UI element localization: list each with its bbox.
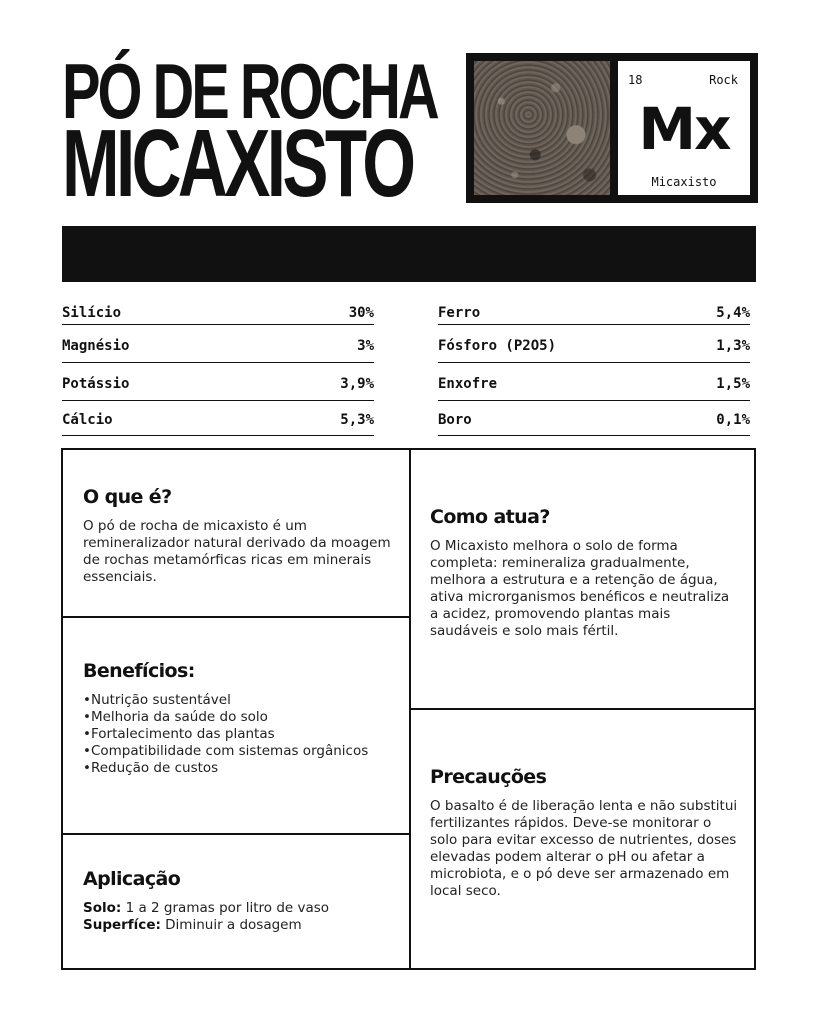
surface-text: Diminuir a dosagem: [160, 917, 302, 933]
element-card: [618, 61, 750, 195]
precautions-text: O basalto é de liberação lenta e não substitui fertilizantes rápidos. Deve-se monitorar o solo para evitar excesso de nutrientes, doses elevadas podem alterar o pH ou afetar a microbiota, e o pó deve ser armazenado em local seco.: [430, 798, 738, 899]
composition-row: [438, 325, 750, 363]
precautions-panel: [430, 766, 740, 900]
composition-row: [438, 401, 750, 436]
list-item: • Redução de custos: [83, 760, 395, 777]
how-it-works-panel: [430, 506, 740, 640]
what-is-text: O pó de rocha de micaxisto é um remineralizador natural derivado da moagem de rochas metamórficas ricas em minerais essenciais.: [83, 518, 391, 585]
mineral-label: Potássio: [62, 375, 130, 392]
how-it-works-title: Como atua?: [430, 506, 550, 528]
info-grid: [61, 448, 756, 970]
benefits-list: [83, 692, 395, 777]
application-surface: [83, 917, 395, 934]
list-item: • Melhoria da saúde do solo: [83, 709, 395, 726]
title-line-2: MICAXISTO: [62, 110, 413, 217]
how-it-works-text: O Micaxisto melhora o solo de forma completa: remineraliza gradualmente, melhora a estrutura e a retenção de água, ativa microrganismos benéficos e neutraliza a acidez, promovendo plantas mais saudáveis e solo mais fértil.: [430, 538, 730, 639]
mineral-label: Ferro: [438, 305, 481, 321]
mineral-value: 5,4%: [716, 305, 750, 321]
soil-photo: [474, 61, 610, 195]
list-item: • Nutrição sustentável: [83, 692, 395, 709]
benefits-panel: [83, 660, 395, 777]
element-name: Micaxisto: [651, 175, 717, 189]
element-number: 18: [628, 73, 643, 87]
element-category: Rock: [709, 73, 738, 87]
mineral-label: Fósforo (P2O5): [438, 337, 557, 354]
mineral-value: 1,3%: [716, 337, 750, 354]
composition-row: [438, 363, 750, 401]
mineral-label: Silício: [62, 305, 122, 321]
composition-row: [62, 298, 374, 325]
mineral-label: Magnésio: [62, 337, 130, 354]
what-is-title: O que é?: [83, 486, 172, 508]
composition-left: [62, 298, 374, 436]
composition-row: [62, 325, 374, 363]
mineral-label: Enxofre: [438, 375, 498, 392]
soil-label: Solo:: [83, 900, 122, 916]
composition-row: [438, 298, 750, 325]
title-line-1: PÓ DE ROCHA: [62, 47, 437, 135]
composition-row: [62, 363, 374, 401]
application-soil: [83, 900, 395, 917]
mineral-value: 1,5%: [716, 375, 750, 392]
surface-label: Superfíce:: [83, 917, 161, 933]
precautions-title: Precauções: [430, 766, 547, 788]
composition-right: [438, 298, 750, 436]
mineral-value: 3,9%: [340, 375, 374, 392]
benefits-title: Benefícios:: [83, 660, 195, 682]
mineral-value: 3%: [357, 337, 374, 354]
mineral-label: Cálcio: [62, 412, 113, 428]
mineral-value: 5,3%: [340, 412, 374, 428]
soil-text: 1 a 2 gramas por litro de vaso: [121, 900, 330, 916]
mineral-value: 30%: [348, 305, 374, 321]
mineral-label: Boro: [438, 412, 472, 428]
grid-divider: [63, 616, 409, 618]
list-item: • Fortalecimento das plantas: [83, 726, 395, 743]
what-is-panel: [83, 486, 395, 586]
composition-row: [62, 401, 374, 436]
grid-divider: [411, 708, 756, 710]
mineral-value: 0,1%: [716, 412, 750, 428]
list-item: • Compatibilidade com sistemas orgânicos: [83, 743, 395, 760]
header-bar: [62, 226, 756, 282]
element-tile: [466, 53, 758, 203]
application-title: Aplicação: [83, 868, 181, 890]
element-symbol: Mx: [638, 95, 730, 163]
application-panel: [83, 868, 395, 934]
grid-divider: [63, 833, 409, 835]
